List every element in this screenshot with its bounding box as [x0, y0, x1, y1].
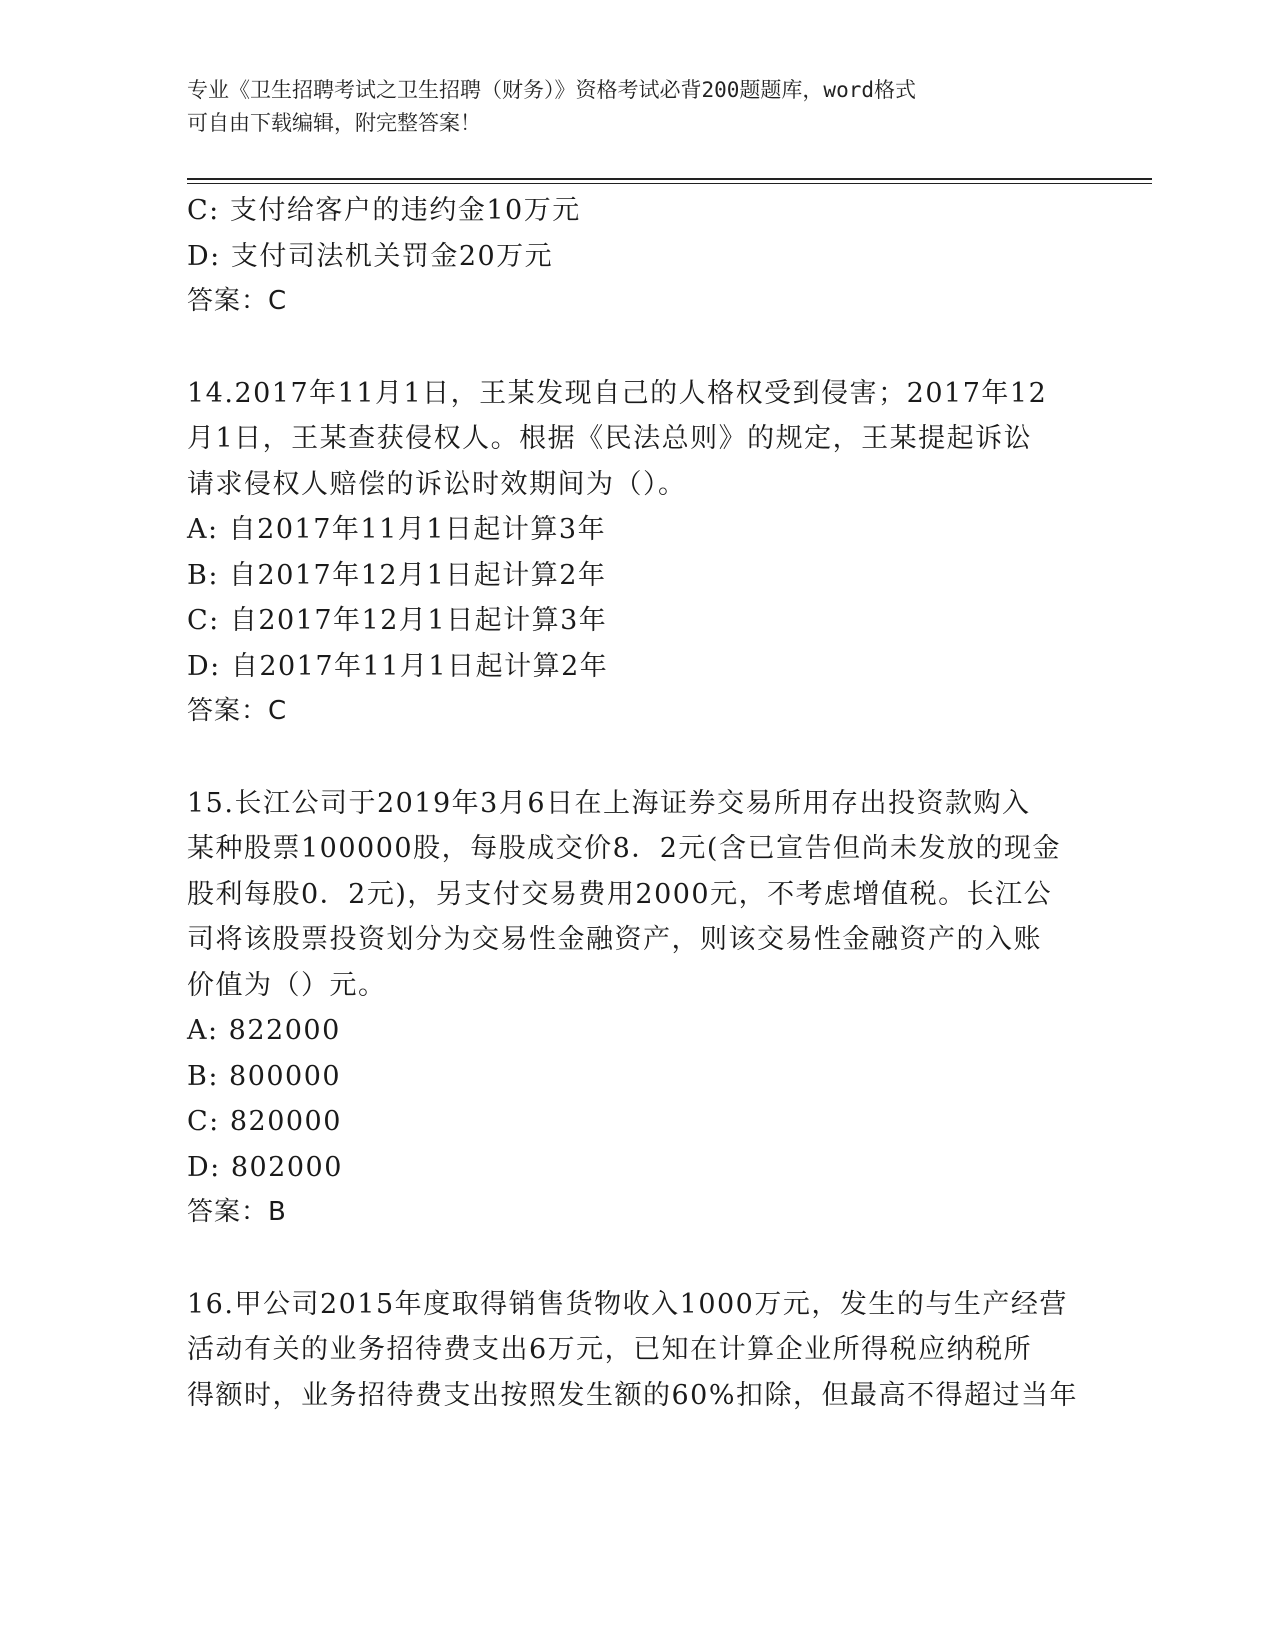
header-divider-thin — [187, 183, 1152, 184]
spacer — [187, 1236, 1087, 1282]
option-c: C: 自2017年12月1日起计算3年 — [187, 605, 608, 636]
question-15 — [187, 781, 1087, 1236]
option-d: D: 支付司法机关罚金20万元 — [187, 240, 554, 272]
question-stem-line: 16.甲公司2015年度取得销售货物收入1000万元，发生的与生产经营 — [187, 1288, 1068, 1320]
question-stem-line: 请求侵权人赔偿的诉讼时效期间为（）。 — [187, 468, 687, 500]
header-title-line-2: 可自由下载编辑，附完整答案！ — [187, 111, 481, 135]
option-b: B: 800000 — [187, 1060, 342, 1092]
question-list — [187, 188, 1087, 1418]
question-stem-line: 活动有关的业务招待费支出6万元，已知在计算企业所得税应纳税所 — [187, 1334, 1033, 1365]
document-header — [187, 74, 1067, 140]
option-a: A: 822000 — [187, 1015, 341, 1046]
question-stem-line: 司将该股票投资划分为交易性金融资产，则该交易性金融资产的入账 — [187, 924, 1042, 955]
spacer — [187, 735, 1087, 781]
question-13-tail — [187, 188, 1087, 325]
question-stem-line: 某种股票100000股，每股成交价8．2元(含已宣告但尚未发放的现金 — [187, 833, 1061, 864]
answer-line: 答案：B — [187, 1197, 287, 1227]
question-stem-line: 月1日，王某查获侵权人。根据《民法总则》的规定，王某提起诉讼 — [187, 423, 1033, 454]
header-divider-thick — [187, 178, 1152, 180]
option-d: D: 自2017年11月1日起计算2年 — [187, 650, 609, 682]
question-14 — [187, 371, 1087, 735]
header-title-line-1: 专业《卫生招聘考试之卫生招聘（财务）》资格考试必背200题题库，word格式 — [187, 78, 916, 102]
question-stem-line: 15.长江公司于2019年3月6日在上海证券交易所用存出投资款购入 — [187, 787, 1031, 819]
question-16 — [187, 1282, 1087, 1419]
option-a: A: 自2017年11月1日起计算3年 — [187, 514, 607, 545]
option-b: B: 自2017年12月1日起计算2年 — [187, 559, 607, 591]
question-stem-line: 得额时，业务招待费支出按照发生额的60%扣除，但最高不得超过当年 — [187, 1379, 1079, 1411]
answer-line: 答案：C — [187, 696, 288, 726]
question-stem-line: 股利每股0．2元)，另支付交易费用2000元，不考虑增值税。长江公 — [187, 878, 1053, 910]
question-stem-line: 价值为（）元。 — [187, 969, 387, 1001]
answer-line: 答案：C — [187, 286, 288, 316]
option-c: C: 820000 — [187, 1106, 342, 1137]
spacer — [187, 325, 1087, 371]
option-d: D: 802000 — [187, 1151, 343, 1183]
question-stem-line: 14.2017年11月1日，王某发现自己的人格权受到侵害；2017年12 — [187, 377, 1048, 409]
option-c: C: 支付给客户的违约金10万元 — [187, 195, 581, 226]
